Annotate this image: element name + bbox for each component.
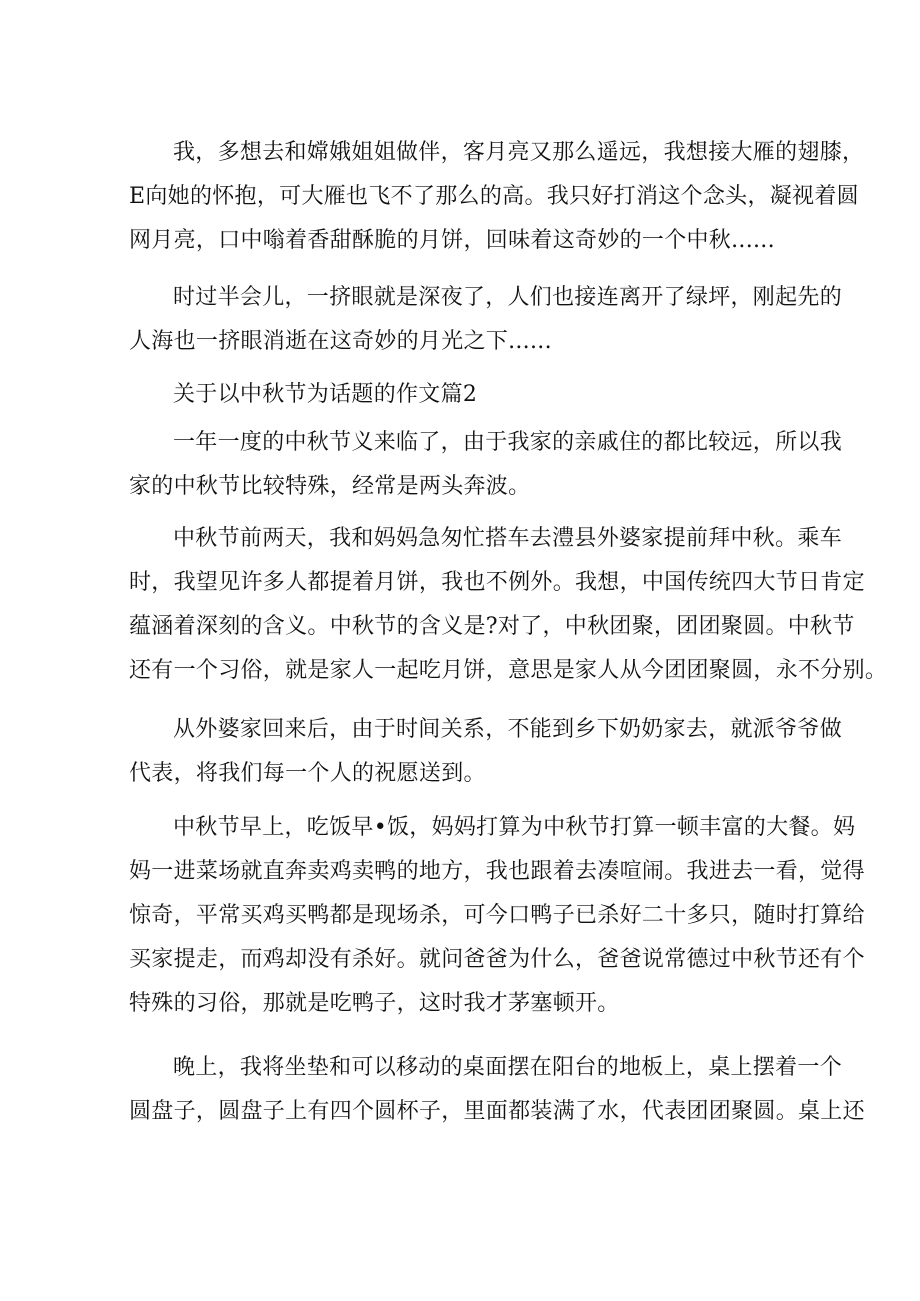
paragraph-3 xyxy=(129,421,843,509)
paragraph-line: 家的中秋节比较特殊，经常是两头奔波。 xyxy=(129,474,531,499)
paragraph-line: 时，我望见许多人都提着月饼，我也不例外。我想，中国传统四大节日肯定 xyxy=(129,570,865,595)
paragraph-line: 圆盘子，圆盘子上有四个圆杯子，里面都装满了水，代表团团聚圆。桌上还 xyxy=(129,1099,865,1124)
paragraph-line: 中秋节早上，吃饭早•饭，妈妈打算为中秋节打算一顿丰富的大餐。妈 xyxy=(173,815,856,840)
paragraph-line: 从外婆家回来后，由于时间关系，不能到乡下奶奶家去，就派爷爷做 xyxy=(173,717,843,742)
paragraph-line: 人海也一挤眼消逝在这奇妙的月光之下...... xyxy=(129,329,552,354)
paragraph-line: 买家提走，而鸡却没有杀好。就问爸爸为什么，爸爸说常德过中秋节还有个 xyxy=(129,947,865,972)
paragraph-6 xyxy=(129,806,865,1026)
paragraph-line: 时过半会儿，一挤眼就是深夜了，人们也接连离开了绿坪，刚起先的 xyxy=(173,285,843,310)
paragraph-line: 晚上，我将坐垫和可以移动的桌面摆在阳台的地板上，桌上摆着一个 xyxy=(173,1055,843,1080)
paragraph-line: 我，多想去和嫦娥姐姐做伴，客月亮又那么遥远，我想接大雁的翅膝， xyxy=(173,140,865,165)
paragraph-line: 蕴涵着深刻的含义。中秋节的含义是?对了，中秋团聚，团团聚圆。中秋节 xyxy=(129,614,855,639)
paragraph-line: E向她的怀抱，可大雁也飞不了那么的高。我只好打消这个念头，凝视着圆 xyxy=(129,184,859,209)
paragraph-2 xyxy=(129,276,843,364)
paragraph-4 xyxy=(129,517,888,693)
paragraph-1 xyxy=(129,131,865,263)
section-heading xyxy=(129,373,793,417)
paragraph-line: 特殊的习俗，那就是吃鸭子，这时我才茅塞顿开。 xyxy=(129,991,620,1016)
paragraph-line: 中秋节前两天，我和妈妈急匆忙搭车去澧县外婆家提前拜中秋。乘车 xyxy=(173,526,843,551)
paragraph-line: 代表，将我们每一个人的祝愿送到。 xyxy=(129,761,486,786)
paragraph-line: 妈一进菜场就直奔卖鸡卖鸭的地方，我也跟着去凑喧闹。我进去一看，觉得 xyxy=(129,859,865,884)
paragraph-line: 一年一度的中秋节义来临了，由于我家的亲戚住的都比较远，所以我 xyxy=(173,430,843,455)
heading-text: 关于以中秋节为话题的作文篇2 xyxy=(173,382,478,407)
paragraph-line: 惊奇，平常买鸡买鸭都是现场杀，可今口鸭子已杀好二十多只，随时打算给 xyxy=(129,903,865,928)
paragraph-line: 网月亮，口中嗡着香甜酥脆的月饼，回味着这奇妙的一个中秋...... xyxy=(129,228,775,253)
paragraph-line: 还有一个习俗，就是家人一起吃月饼，意思是家人从今团团聚圆，永不分别。 xyxy=(129,658,888,683)
paragraph-7 xyxy=(129,1046,865,1134)
paragraph-5 xyxy=(129,708,843,796)
